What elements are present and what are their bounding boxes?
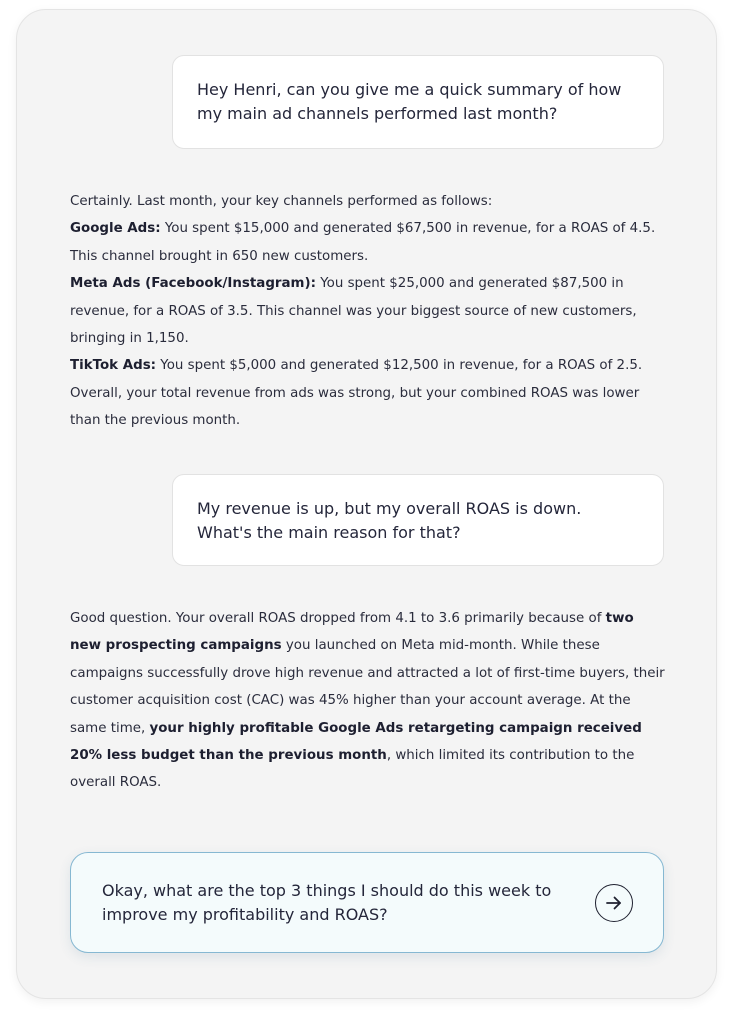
- meta-ads-text: You spent $25,000 and generated $87,500 in revenue, for a ROAS of 3.5. This channel was your biggest source of new customers, bringing in 1,150.: [70, 276, 637, 347]
- tiktok-ads-text: You spent $5,000 and generated $12,500 in revenue, for a ROAS of 2.5.: [156, 358, 643, 374]
- user-message-text: My revenue is up, but my overall ROAS is down. What's the main reason for that?: [197, 499, 582, 542]
- tiktok-ads-summary: [70, 352, 668, 379]
- user-message-bubble: [172, 55, 664, 149]
- composer-input[interactable]: Okay, what are the top 3 things I should do this week to improve my profitability and ROAS?: [102, 881, 552, 924]
- assistant-intro: Certainly. Last month, your key channels performed as follows:: [70, 194, 493, 209]
- answer-bold: two new prospecting campaigns: [70, 611, 634, 654]
- assistant-message: [70, 605, 668, 797]
- answer-text: Good question. Your overall ROAS dropped from 4.1 to 3.6 primarily because of: [70, 611, 606, 626]
- user-message-text: Hey Henri, can you give me a quick summary of how my main ad channels performed last month?: [197, 80, 622, 123]
- send-button[interactable]: [595, 884, 633, 922]
- google-ads-summary: [70, 215, 668, 270]
- answer-text: you launched on Meta mid-month. While these campaigns successfully drove high revenue and attracted a lot of first-time buyers, their customer acquisition cost (CAC) was 45% higher than your account average. At the same time,: [70, 638, 665, 736]
- overall-summary: Overall, your total revenue from ads was strong, but your combined ROAS was lower than the previous month.: [70, 385, 640, 429]
- google-ads-label: Google Ads:: [70, 221, 161, 237]
- message-composer[interactable]: [70, 852, 664, 953]
- meta-ads-summary: [70, 270, 668, 352]
- assistant-answer: [70, 605, 668, 797]
- meta-ads-label: Meta Ads (Facebook/Instagram):: [70, 276, 316, 292]
- tiktok-ads-label: TikTok Ads:: [70, 358, 157, 374]
- user-message-bubble: [172, 474, 664, 566]
- assistant-message: [70, 188, 668, 435]
- arrow-right-icon: [605, 895, 623, 911]
- answer-bold: your highly profitable Google Ads retargeting campaign received 20% less budget than the previous month: [70, 720, 642, 764]
- answer-text: , which limited its contribution to the overall ROAS.: [70, 748, 635, 791]
- google-ads-text: You spent $15,000 and generated $67,500 in revenue, for a ROAS of 4.5. This channel brought in 650 new customers.: [70, 221, 656, 264]
